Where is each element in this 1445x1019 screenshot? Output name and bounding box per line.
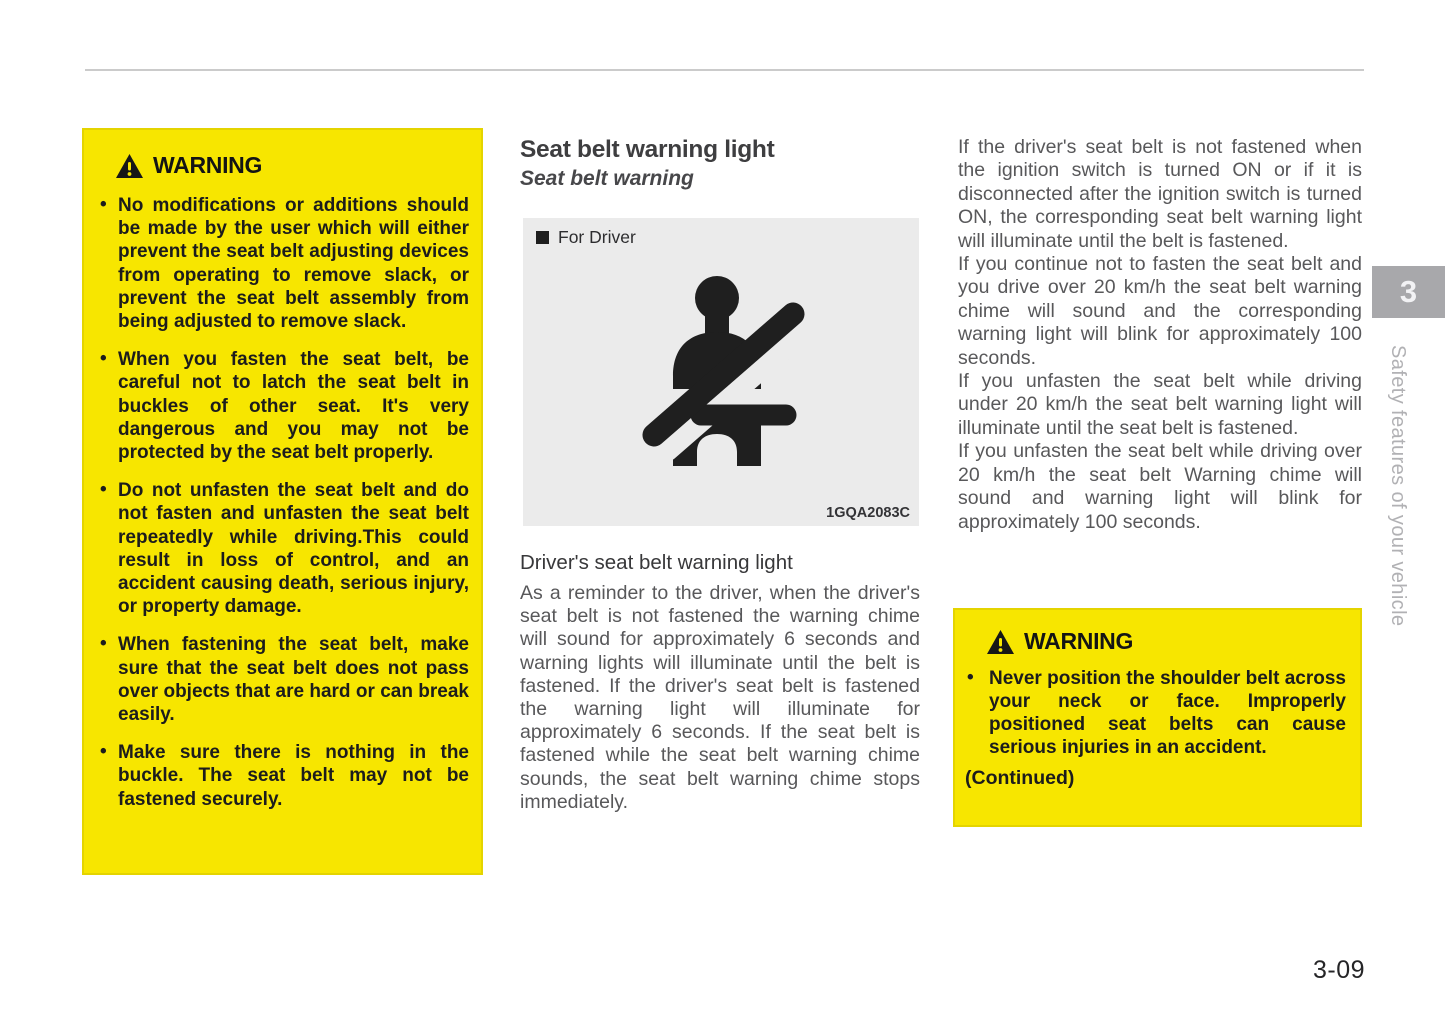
body-paragraph: If you unfasten the seat belt while driving over 20 km/h the seat belt Warning chime will sound and warning light will blink for approximately 100 seconds. [958,440,1362,533]
warning-bullet-list [965,667,1346,759]
continued-note: (Continued) [965,767,1075,789]
body-paragraph: If you continue not to fasten the seat belt and you drive over 20 km/h the seat belt warning chime will sound and the corresponding warning light will blink for approximately 100 seconds. [958,253,1362,369]
section-heading: Seat belt warning light [520,136,775,163]
subsection-heading: Driver's seat belt warning light [520,551,793,574]
warning-triangle-icon [987,630,1014,654]
warning-bullet: • Make sure there is nothing in the buckle. The seat belt may not be fastened securely. [98,741,469,811]
warning-box-left [82,128,483,875]
header-divider [85,69,1364,71]
section-subheading: Seat belt warning [520,167,694,190]
seat-belt-reminder-pictogram-icon [523,218,919,526]
warning-title: WARNING [153,152,263,178]
body-paragraph: If the driver's seat belt is not fastened when the ignition switch is turned ON or if it is disconnected after the ignition switch is turned ON, the corresponding seat belt warning light will illuminate until the belt is fastened. [958,136,1362,252]
warning-bullet: • Do not unfasten the seat belt and do not fasten and unfasten the seat belt repeatedly while driving.This could result in loss of control, and an accident causing death, serious injury, or property damage. [98,479,469,618]
page-number: 3-09 [1313,956,1366,984]
figure-label: For Driver [558,227,636,247]
figure-code: 1GQA2083C [826,505,910,521]
chapter-sidebar-label: Safety features of your vehicle [1387,345,1409,627]
right-column [958,136,1362,534]
chapter-tab: 3 [1372,266,1445,318]
warning-box-right [953,608,1362,827]
figure-label-row [536,227,636,248]
warning-bullet: • Never position the shoulder belt across your neck or face. Improperly positioned seat belts can cause serious injuries in an accident. [965,667,1346,759]
warning-bullet: • No modifications or additions should be made by the user which will either prevent the seat belt adjusting devices from operating to remove slack, or prevent the seat belt assembly from being adjusted to remove slack. [98,194,469,333]
warning-bullet: • When you fasten the seat belt, be careful not to latch the seat belt in buckles of other seat. It's very dangerous and you may not be protected by the seat belt properly. [98,348,469,464]
warning-bullet: • When fastening the seat belt, make sure that the seat belt does not pass over objects that are hard or can break easily. [98,633,469,726]
warning-title: WARNING [1024,628,1134,654]
body-paragraph: As a reminder to the driver, when the driver's seat belt is not fastened the warning chime will sound for approximately 6 seconds and warning lights will illuminate until the belt is fastened. If the driver's seat belt is fastened the warning light will illuminate for approximately 6 seconds. If the seat belt is fastened while the seat belt warning chime sounds, the seat belt warning chime stops immediately. [520,582,920,813]
square-marker-icon [536,231,549,244]
warning-title-row [116,152,469,179]
middle-column [520,136,920,814]
warning-title-row [987,628,1346,655]
seat-belt-figure [523,218,919,526]
body-paragraph: If you unfasten the seat belt while driving under 20 km/h the seat belt warning light will illuminate until the seat belt is fastened. [958,370,1362,439]
warning-bullet-list [98,194,469,811]
warning-triangle-icon [116,154,143,178]
